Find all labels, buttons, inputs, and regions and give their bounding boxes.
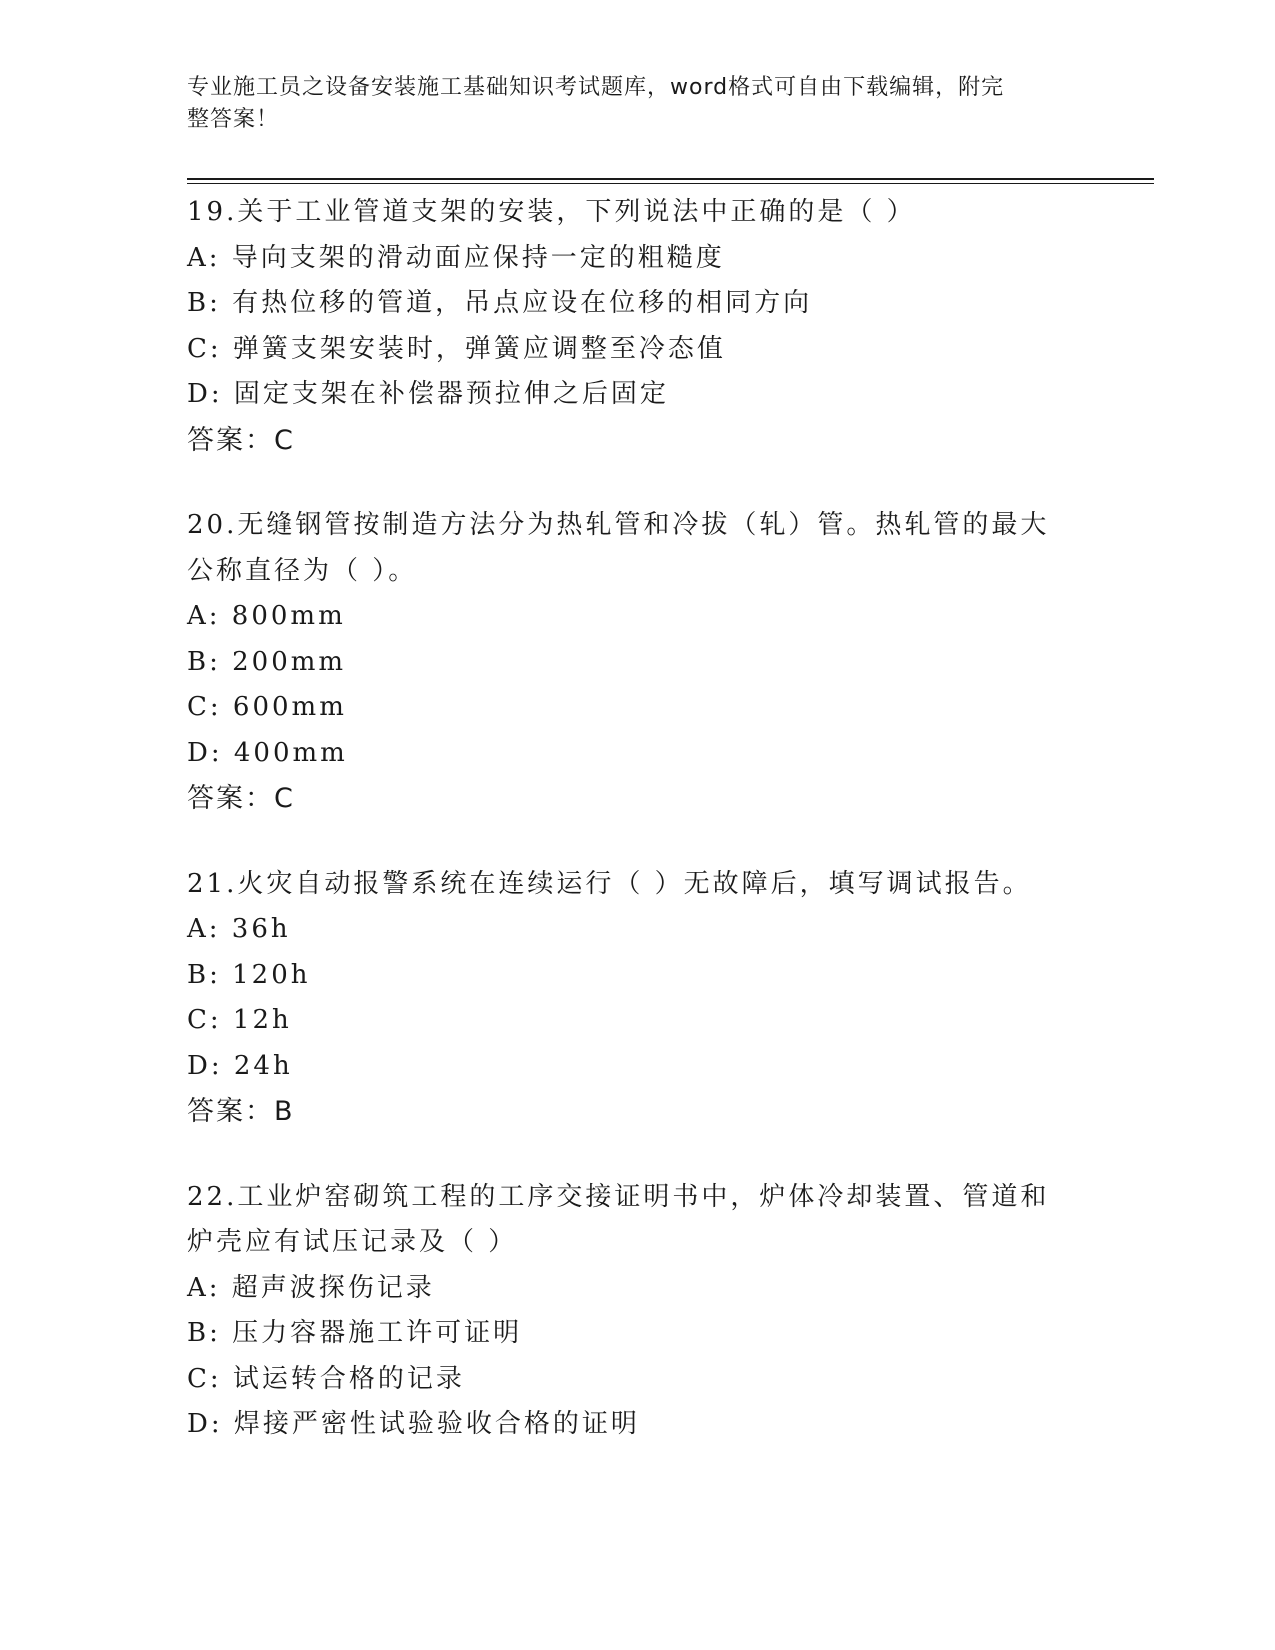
option-b: B: 有热位移的管道，吊点应设在位移的相同方向: [187, 288, 813, 318]
header-line-1: 专业施工员之设备安装施工基础知识考试题库，word格式可自由下载编辑，附完: [187, 75, 1005, 100]
option-b: B: 200mm: [187, 646, 347, 677]
option-a: A: 800mm: [187, 601, 346, 631]
header-divider-thick: [187, 178, 1154, 180]
document-header: [187, 72, 1067, 136]
option-d: D: 固定支架在补偿器预拉伸之后固定: [187, 379, 669, 409]
question-stem: 21.火灾自动报警系统在连续运行（ ）无故障后，填写调试报告。: [187, 868, 1032, 899]
question-stem: 22.工业炉窑砌筑工程的工序交接证明书中，炉体冷却装置、管道和炉壳应有试压记录及（ ）: [187, 1181, 1050, 1257]
option-c: C: 600mm: [187, 692, 347, 722]
option-c: C: 试运转合格的记录: [187, 1363, 465, 1394]
header-divider-thin: [187, 183, 1154, 184]
answer-label: 答案：C: [187, 424, 295, 456]
option-c: C: 12h: [187, 1005, 292, 1035]
question-list: [187, 190, 1087, 1488]
option-d: D: 400mm: [187, 737, 348, 768]
answer-label: 答案：B: [187, 1096, 295, 1127]
option-a: A: 36h: [187, 914, 291, 944]
option-c: C: 弹簧支架安装时，弹簧应调整至冷态值: [187, 333, 726, 364]
question-20: [187, 503, 1087, 822]
answer-label: 答案：C: [187, 783, 295, 814]
question-stem: 19.关于工业管道支架的安装，下列说法中正确的是（ ）: [187, 197, 916, 227]
option-d: D: 焊接严密性试验验收合格的证明: [187, 1409, 640, 1439]
option-d: D: 24h: [187, 1050, 293, 1081]
option-b: B: 压力容器施工许可证明: [187, 1318, 523, 1348]
option-b: B: 120h: [187, 959, 311, 990]
question-19: [187, 190, 1087, 463]
option-a: A: 导向支架的滑动面应保持一定的粗糙度: [187, 242, 725, 273]
header-line-2: 整答案！: [187, 107, 280, 132]
question-stem: 20.无缝钢管按制造方法分为热轧管和冷拔（轧）管。热轧管的最大公称直径为（ ）。: [187, 510, 1050, 586]
option-a: A: 超声波探伤记录: [187, 1272, 435, 1303]
question-22: [187, 1175, 1087, 1448]
question-21: [187, 862, 1087, 1135]
